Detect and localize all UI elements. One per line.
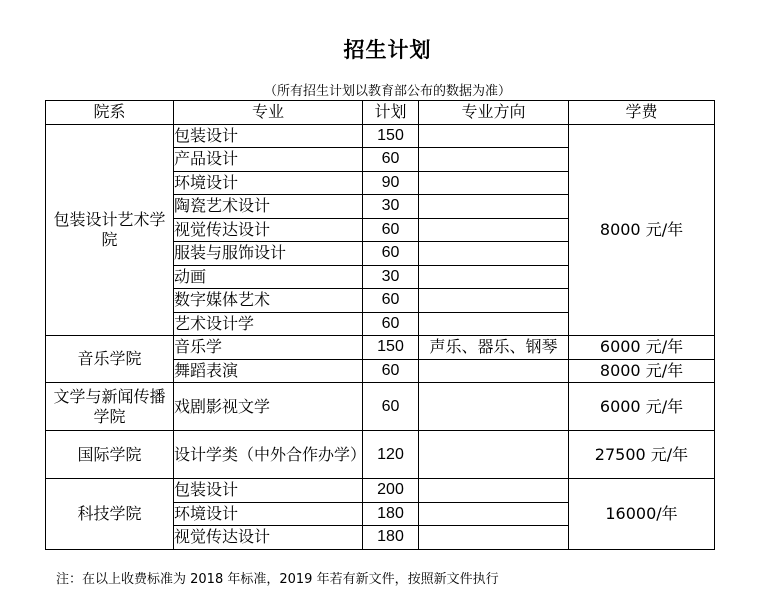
plan-cell: 60 [363, 359, 419, 383]
direction-cell: 声乐、器乐、钢琴 [419, 336, 569, 360]
header-major: 专业 [174, 101, 363, 125]
header-plan: 计划 [363, 101, 419, 125]
fee-cell: 8000 元/年 [569, 124, 715, 336]
direction-cell [419, 502, 569, 526]
dept-cell: 科技学院 [46, 479, 174, 550]
direction-cell [419, 431, 569, 479]
plan-cell: 30 [363, 195, 419, 219]
fee-cell: 8000 元/年 [569, 359, 715, 383]
table-row [46, 336, 715, 360]
major-cell: 动画 [174, 265, 363, 289]
enrollment-plan-table [45, 100, 715, 550]
major-cell: 设计学类（中外合作办学） [174, 431, 363, 479]
dept-cell: 包装设计艺术学院 [46, 124, 174, 336]
dept-cell: 国际学院 [46, 431, 174, 479]
direction-cell [419, 265, 569, 289]
fee-cell: 6000 元/年 [569, 383, 715, 431]
header-direction: 专业方向 [419, 101, 569, 125]
page-subtitle: （所有招生计划以教育部公布的数据为准） [263, 84, 511, 99]
major-cell: 舞蹈表演 [174, 359, 363, 383]
direction-cell [419, 479, 569, 503]
direction-cell [419, 195, 569, 219]
direction-cell [419, 242, 569, 266]
major-cell: 音乐学 [174, 336, 363, 360]
plan-cell: 180 [363, 502, 419, 526]
major-cell: 服装与服饰设计 [174, 242, 363, 266]
table-row [46, 124, 715, 148]
plan-cell: 200 [363, 479, 419, 503]
major-cell: 环境设计 [174, 171, 363, 195]
major-cell: 视觉传达设计 [174, 526, 363, 550]
direction-cell [419, 124, 569, 148]
direction-cell [419, 526, 569, 550]
direction-cell [419, 218, 569, 242]
major-cell: 视觉传达设计 [174, 218, 363, 242]
fee-cell: 6000 元/年 [569, 336, 715, 360]
major-cell: 艺术设计学 [174, 312, 363, 336]
major-cell: 产品设计 [174, 148, 363, 172]
fee-cell: 16000/年 [569, 479, 715, 550]
footnote: 注：在以上收费标准为 2018 年标准，2019 年若有新文件，按照新文件执行 [56, 572, 499, 587]
header-dept: 院系 [46, 101, 174, 125]
dept-cell: 文学与新闻传播学院 [46, 383, 174, 431]
major-cell: 包装设计 [174, 479, 363, 503]
table-header-row [46, 101, 715, 125]
dept-cell: 音乐学院 [46, 336, 174, 383]
plan-cell: 60 [363, 218, 419, 242]
major-cell: 戏剧影视文学 [174, 383, 363, 431]
plan-cell: 60 [363, 383, 419, 431]
page-title: 招生计划 [343, 38, 432, 62]
plan-cell: 60 [363, 289, 419, 313]
plan-cell: 150 [363, 336, 419, 360]
plan-cell: 180 [363, 526, 419, 550]
major-cell: 环境设计 [174, 502, 363, 526]
direction-cell [419, 383, 569, 431]
table-row [46, 479, 715, 503]
direction-cell [419, 359, 569, 383]
plan-cell: 120 [363, 431, 419, 479]
direction-cell [419, 171, 569, 195]
table-row [46, 383, 715, 431]
plan-cell: 30 [363, 265, 419, 289]
direction-cell [419, 289, 569, 313]
plan-cell: 90 [363, 171, 419, 195]
direction-cell [419, 312, 569, 336]
fee-cell: 27500 元/年 [569, 431, 715, 479]
major-cell: 陶瓷艺术设计 [174, 195, 363, 219]
plan-cell: 60 [363, 242, 419, 266]
plan-cell: 60 [363, 312, 419, 336]
table-row [46, 431, 715, 479]
header-fee: 学费 [569, 101, 715, 125]
major-cell: 数字媒体艺术 [174, 289, 363, 313]
plan-cell: 60 [363, 148, 419, 172]
major-cell: 包装设计 [174, 124, 363, 148]
plan-cell: 150 [363, 124, 419, 148]
direction-cell [419, 148, 569, 172]
